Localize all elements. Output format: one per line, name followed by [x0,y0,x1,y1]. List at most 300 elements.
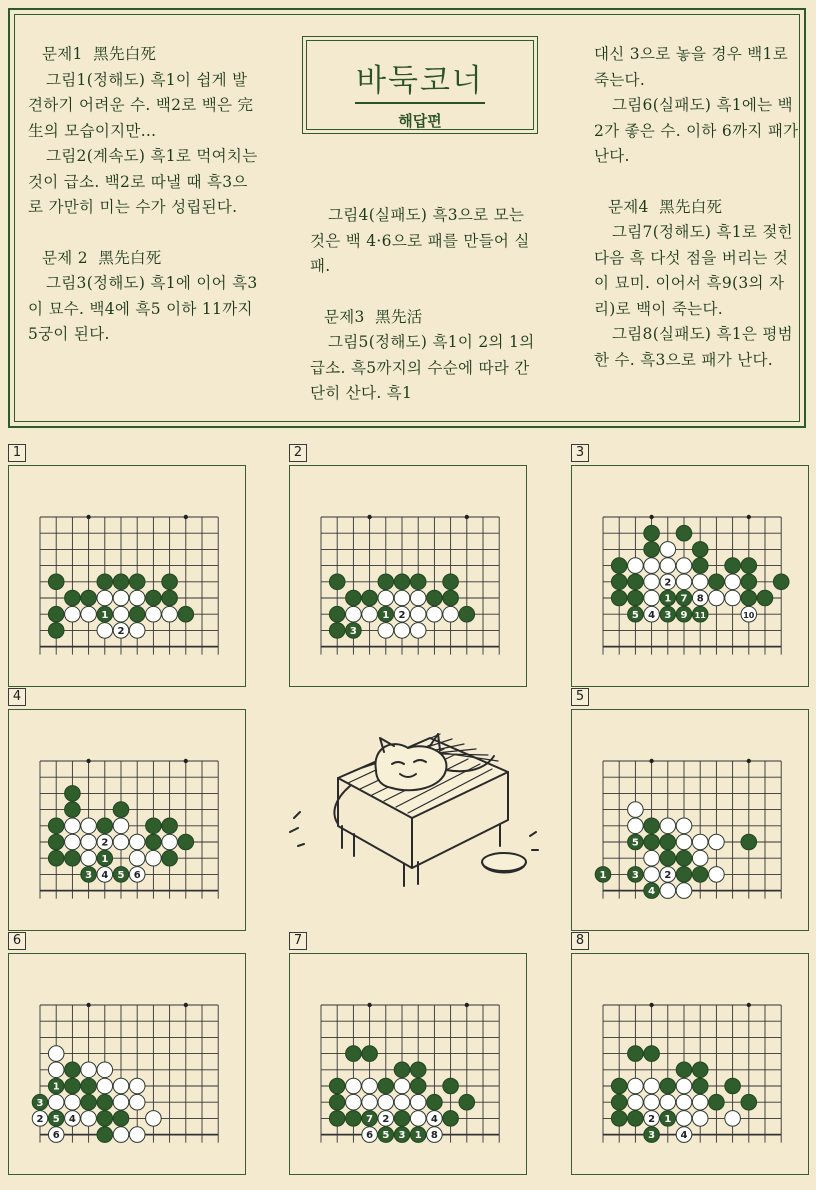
white-stone [113,1127,129,1143]
black-stone [65,850,81,866]
black-stone [346,1111,362,1127]
move-number: 2 [101,837,109,849]
move-number: 1 [52,1081,60,1093]
white-stone [146,606,162,622]
black-stone [459,606,475,622]
white-stone [129,623,145,639]
black-stone [443,1078,459,1094]
title-box-inner [306,40,534,130]
column-3 [594,42,802,373]
black-stone [611,1111,627,1127]
black-stone [146,590,162,606]
move-number: 3 [36,1097,44,1109]
white-stone [129,590,145,606]
go-board [8,709,246,931]
white-stone [692,574,708,590]
diagram-number: 1 [8,444,26,462]
star-point [649,1003,653,1007]
black-stone [113,1111,129,1127]
black-stone [676,850,692,866]
black-stone [692,1062,708,1078]
white-stone [129,1094,145,1110]
paragraph-gap [28,221,258,246]
star-point [747,515,751,519]
star-point [747,759,751,763]
black-stone [178,606,194,622]
move-number: 4 [648,609,656,621]
white-stone [362,1078,378,1094]
black-stone [644,834,660,850]
star-point [649,515,653,519]
move-number: 10 [743,610,755,620]
white-stone [346,1078,362,1094]
move-number: 7 [366,1114,374,1125]
white-stone [394,1078,410,1094]
white-stone [725,590,741,606]
black-stone [329,574,345,590]
white-stone [628,558,644,574]
black-stone [178,834,194,850]
white-stone [162,834,178,850]
white-stone [660,883,676,899]
white-stone [48,1094,64,1110]
white-stone [81,850,97,866]
black-stone [81,1094,97,1110]
white-stone [410,1111,426,1127]
white-stone [644,1094,660,1110]
star-point [367,1003,371,1007]
black-stone [741,558,757,574]
white-stone [81,818,97,834]
cat-on-go-board-illustration [280,708,540,908]
black-stone [741,590,757,606]
article-box [8,8,806,428]
move-number: 3 [398,1130,406,1142]
paragraph: 그림1(정해도) 흑1이 쉽게 발견하기 어려운 수. 백2로 백은 完生의 모습이지만… [28,70,254,140]
black-stone [676,867,692,883]
black-stone [692,542,708,558]
diagram-number: 4 [8,688,26,706]
white-stone [709,834,725,850]
black-stone [129,606,145,622]
go-diagram-5 [571,688,811,938]
black-stone [329,1078,345,1094]
white-stone [676,818,692,834]
move-number: 6 [366,1130,374,1142]
black-stone [611,590,627,606]
black-stone [443,1111,459,1127]
white-stone [676,574,692,590]
black-stone [48,834,64,850]
white-stone [81,1111,97,1127]
problem-heading: 문제3 黑先活 [324,307,423,326]
white-stone [146,1111,162,1127]
move-number: 4 [648,886,656,898]
black-stone [709,1094,725,1110]
move-number: 2 [664,870,672,881]
white-stone [676,1094,692,1110]
go-board [571,709,809,931]
problem-heading: 문제 2 黑先白死 [42,248,162,267]
black-stone [362,1046,378,1062]
black-stone [628,1111,644,1127]
black-stone [611,574,627,590]
black-stone [162,818,178,834]
problem-heading: 문제1 黑先白死 [42,45,157,63]
white-stone [394,1094,410,1110]
paragraph-gap [594,170,802,195]
move-number: 2 [648,1114,656,1125]
move-number: 1 [664,593,672,605]
white-stone [676,883,692,899]
go-diagram-8 [571,932,811,1182]
diagram-number: 5 [571,688,589,706]
black-stone [65,1078,81,1094]
black-stone [611,1094,627,1110]
white-stone [692,1094,708,1110]
black-stone [65,590,81,606]
black-stone [362,590,378,606]
black-stone [129,574,145,590]
black-stone [378,574,394,590]
paragraph: 그림6(실패도) 흑1에는 백2가 좋은 수. 이하 6까지 패가 난다. [594,96,804,165]
white-stone [676,1111,692,1127]
star-point [86,759,90,763]
diagram-number: 8 [571,932,589,950]
white-stone [692,850,708,866]
black-stone [644,525,660,541]
black-stone [676,1062,692,1078]
black-stone [410,1062,426,1078]
paragraph: 그림4(실패도) 흑3으로 모는 것은 백 4·6으로 패를 만들어 실패. [310,206,530,275]
go-board [571,465,809,687]
black-stone [628,574,644,590]
move-number: 3 [664,609,672,621]
column-1 [28,42,263,348]
white-stone [410,623,426,639]
black-stone [644,1046,660,1062]
star-point [86,1003,90,1007]
white-stone [113,1094,129,1110]
move-number: 6 [52,1130,60,1142]
move-number: 1 [101,609,109,621]
move-number: 4 [430,1114,438,1125]
black-stone [660,850,676,866]
move-number: 6 [133,870,141,881]
black-stone [65,1062,81,1078]
white-stone [676,834,692,850]
white-stone [346,606,362,622]
white-stone [97,623,113,639]
black-stone [394,1111,410,1127]
move-number: 2 [398,609,406,621]
star-point [465,1003,469,1007]
white-stone [692,834,708,850]
diagram-number: 7 [289,932,307,950]
go-diagram-2 [289,444,529,694]
star-point [184,1003,188,1007]
white-stone [129,834,145,850]
white-stone [65,1094,81,1110]
move-number: 4 [680,1130,688,1142]
white-stone [97,1078,113,1094]
black-stone [113,802,129,818]
white-stone [65,818,81,834]
move-number: 5 [631,837,639,849]
white-stone [162,606,178,622]
black-stone [410,1078,426,1094]
black-stone [97,1111,113,1127]
black-stone [692,867,708,883]
white-stone [660,818,676,834]
star-point [86,515,90,519]
white-stone [660,542,676,558]
black-stone [48,818,64,834]
black-stone [410,574,426,590]
white-stone [113,834,129,850]
move-number: 3 [631,870,639,881]
go-diagram-1 [8,444,248,694]
white-stone [378,1094,394,1110]
white-stone [644,867,660,883]
black-stone [162,850,178,866]
move-number: 11 [694,610,706,620]
black-stone [459,1094,475,1110]
white-stone [725,1111,741,1127]
paragraph: 그림8(실패도) 흑1은 평범한 수. 흑3으로 패가 난다. [594,325,793,369]
black-stone [329,1111,345,1127]
star-point [747,1003,751,1007]
column-2 [310,203,542,407]
white-stone [410,590,426,606]
move-number: 9 [680,609,688,621]
go-diagram-4 [8,688,248,938]
diagram-number: 6 [8,932,26,950]
black-stone [146,818,162,834]
white-stone [346,1094,362,1110]
black-stone [394,1062,410,1078]
black-stone [329,623,345,639]
star-point [184,759,188,763]
white-stone [427,606,443,622]
go-diagram-3 [571,444,811,694]
white-stone [129,1078,145,1094]
move-number: 1 [382,609,390,621]
black-stone [443,590,459,606]
white-stone [443,606,459,622]
move-number: 8 [430,1130,438,1142]
white-stone [676,1078,692,1094]
move-number: 3 [85,870,93,881]
move-number: 4 [101,870,109,881]
white-stone [660,1094,676,1110]
white-stone [709,590,725,606]
white-stone [113,606,129,622]
white-stone [725,574,741,590]
black-stone [113,574,129,590]
move-number: 5 [631,609,639,621]
move-number: 2 [36,1114,44,1125]
black-stone [48,623,64,639]
go-diagram-6 [8,932,248,1182]
black-stone [329,1094,345,1110]
white-stone [65,834,81,850]
white-stone [129,1127,145,1143]
black-stone [628,1046,644,1062]
move-number: 1 [599,870,607,881]
page-subtitle: 해답편 [398,112,442,130]
black-stone [65,802,81,818]
black-stone [741,574,757,590]
star-point [367,515,371,519]
black-stone [692,558,708,574]
black-stone [644,542,660,558]
black-stone [725,1078,741,1094]
black-stone [709,574,725,590]
white-stone [394,590,410,606]
paragraph: 그림2(계속도) 흑1로 먹여치는 것이 급소. 백2로 따낼 때 흑3으로 가만히 미는 수가 성립된다. [28,147,263,216]
paragraph: 그림5(정해도) 흑1이 2의 1의 급소. 흑5까지의 수순에 따라 간단히 산다. 흑1 [310,333,540,402]
white-stone [48,1062,64,1078]
paragraph-gap [310,280,542,305]
black-stone [757,590,773,606]
white-stone [113,590,129,606]
move-number: 7 [680,593,688,605]
black-stone [48,606,64,622]
white-stone [48,1046,64,1062]
white-stone [628,1078,644,1094]
white-stone [362,1094,378,1110]
white-stone [644,1078,660,1094]
paragraph: 그림7(정해도) 흑1로 젖힌 다음 흑 다섯 점을 버리는 것이 묘미. 이어서 흑9(3의 자리)로 백이 죽는다. [594,223,799,318]
white-stone [394,623,410,639]
black-stone [65,786,81,802]
black-stone [346,590,362,606]
move-number: 2 [664,577,672,589]
white-stone [410,606,426,622]
black-stone [378,1078,394,1094]
page-title: 바둑코너 [355,55,485,104]
white-stone [644,558,660,574]
white-stone [378,590,394,606]
black-stone [427,590,443,606]
black-stone [628,590,644,606]
white-stone [628,818,644,834]
black-stone [346,1046,362,1062]
black-stone [676,525,692,541]
white-stone [81,1062,97,1078]
paragraph: 대신 3으로 놓을 경우 백1로 죽는다. [594,45,794,89]
diagram-number: 3 [571,444,589,462]
black-stone [611,1078,627,1094]
black-stone [644,818,660,834]
white-stone [113,818,129,834]
move-number: 5 [117,870,125,881]
move-number: 1 [101,853,109,865]
white-stone [129,850,145,866]
black-stone [427,1094,443,1110]
move-number: 2 [117,626,125,637]
white-stone [644,574,660,590]
white-stone [644,850,660,866]
black-stone [773,574,789,590]
white-stone [709,867,725,883]
black-stone [394,574,410,590]
black-stone [660,834,676,850]
black-stone [611,558,627,574]
white-stone [660,558,676,574]
move-number: 2 [382,1114,390,1125]
title-box [302,36,538,134]
move-number: 8 [696,593,704,605]
white-stone [378,623,394,639]
star-point [184,515,188,519]
white-stone [81,606,97,622]
white-stone [692,1111,708,1127]
white-stone [628,1094,644,1110]
go-diagram-7 [289,932,529,1182]
move-number: 3 [349,626,357,637]
black-stone [162,574,178,590]
go-board [8,465,246,687]
white-stone [644,590,660,606]
move-number: 4 [68,1114,76,1125]
diagram-number: 2 [289,444,307,462]
black-stone [725,558,741,574]
go-board [289,465,527,687]
white-stone [146,850,162,866]
move-number: 1 [664,1114,672,1125]
black-stone [443,574,459,590]
move-number: 5 [52,1114,60,1125]
black-stone [692,1078,708,1094]
go-board [571,953,809,1175]
black-stone [97,1127,113,1143]
black-stone [48,574,64,590]
black-stone [97,1094,113,1110]
black-stone [162,590,178,606]
white-stone [410,1094,426,1110]
black-stone [81,590,97,606]
white-stone [362,606,378,622]
black-stone [146,834,162,850]
white-stone [65,606,81,622]
go-board [289,953,527,1175]
black-stone [329,606,345,622]
black-stone [81,1078,97,1094]
black-stone [741,834,757,850]
white-stone [97,590,113,606]
problem-heading: 문제4 黑先白死 [608,197,723,216]
star-point [465,515,469,519]
black-stone [48,850,64,866]
star-point [649,759,653,763]
white-stone [628,802,644,818]
move-number: 1 [414,1130,422,1142]
white-stone [676,558,692,574]
white-stone [113,1078,129,1094]
move-number: 5 [382,1130,390,1142]
move-number: 3 [648,1130,656,1142]
white-stone [97,1062,113,1078]
black-stone [741,1094,757,1110]
paragraph: 그림3(정해도) 흑1에 이어 흑3이 묘수. 백4에 흑5 이하 11까지 5궁이 된다. [28,274,258,343]
black-stone [660,1078,676,1094]
black-stone [97,574,113,590]
white-stone [81,834,97,850]
black-stone [97,818,113,834]
go-board [8,953,246,1175]
